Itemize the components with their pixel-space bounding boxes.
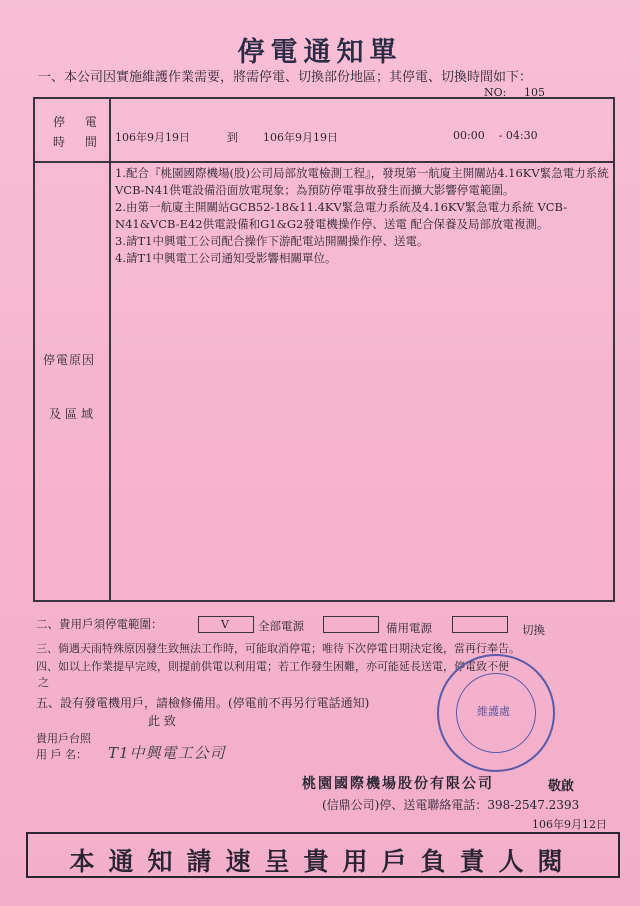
clause-4: 四、如以上作業提早完竣，則提前供電以利用電；若工作發生困難，亦可能延長送電，停電致不便 xyxy=(36,660,509,673)
user-name-label: 用 戶 名： xyxy=(36,748,87,761)
closing-word: 敬啟 xyxy=(548,779,575,794)
scope-backup-checkbox xyxy=(323,616,379,633)
reason-item: 2.由第一航廈主開關站GCB52-18&11.4KV緊急電力系統及4.16KV緊急電力系統 VCB-N41&VCB-E42供電設備和G1&G2發電機操作停、送電 配合保養及局部放電複測。 xyxy=(115,200,568,231)
time-label-bottom: 時 間 xyxy=(53,135,105,149)
clause-4-continued: 之 xyxy=(38,676,49,689)
time-label-top: 停 電 xyxy=(53,115,105,129)
issue-date: 106年9月12日 xyxy=(532,818,607,831)
number-label: NO: xyxy=(484,86,507,99)
bottom-notice: 本通知請速呈貴用戶負責人閱 xyxy=(69,847,577,876)
reason-list xyxy=(115,165,609,267)
scope-all-checkbox xyxy=(198,616,254,633)
reason-label-top: 停電原因 xyxy=(43,353,96,367)
table-column-divider xyxy=(109,99,111,600)
table-row-divider xyxy=(35,161,613,163)
contact-phone: (信鼎公司)停、送電聯絡電話：398-2547.2393 xyxy=(322,798,580,812)
number-value: 105 xyxy=(524,86,545,99)
end-date: 106年9月19日 xyxy=(263,131,338,144)
option-backup-label: 備用電源 xyxy=(386,621,432,635)
option-all-label: 全部電源 xyxy=(258,619,304,633)
scope-switch-checkbox xyxy=(452,616,508,633)
reason-item: 3.請T1中興電工公司配合操作下游配電站開關操作停、送電。 xyxy=(115,234,429,248)
reason-label-bottom: 及區域 xyxy=(49,407,98,421)
bottom-notice-box xyxy=(26,832,620,878)
company-name: 桃園國際機場股份有限公司 xyxy=(302,776,494,792)
intro-line: 一、本公司因實施維護作業需要，將需停電、切換部份地區；其停電、切換時間如下： xyxy=(38,70,533,85)
recipient-line: 貴用戶台照 xyxy=(36,732,91,745)
department-seal xyxy=(437,654,555,772)
scope-check-mark: V xyxy=(221,618,229,631)
clause-5: 五、設有發電機用戶，請檢修備用。(停電前不再另行電話通知) xyxy=(36,696,370,710)
clause-3: 三、倘遇天雨特殊原因發生致無法工作時，可能取消停電；唯待下次停電日期決定後，當再行奉告。 xyxy=(36,642,520,655)
seal-text: 維護處 xyxy=(477,705,510,718)
to-word: 到 xyxy=(227,131,238,144)
scope-label: 二、貴用戶須停電範圍： xyxy=(36,617,163,631)
salutation: 此 致 xyxy=(148,714,176,728)
reason-item: 4.請T1中興電工公司通知受影響相關單位。 xyxy=(115,251,337,265)
start-date: 106年9月19日 xyxy=(115,131,190,144)
document-title: 停電通知單 xyxy=(237,37,403,68)
user-name-handwritten: T1中興電工公司 xyxy=(108,744,226,762)
outage-table xyxy=(33,97,615,602)
option-switch-label: 切換 xyxy=(522,623,545,637)
reason-item: 1.配合『桃園國際機場(股)公司局部放電檢測工程』，發現第一航廈主開關站4.16KV緊急電力系統VCB-N41供電設備沿面放電現象；為預防停電事故發生而擴大影響停電範圍。 xyxy=(115,166,609,197)
time-range: 00:00 - 04:30 xyxy=(453,129,538,142)
